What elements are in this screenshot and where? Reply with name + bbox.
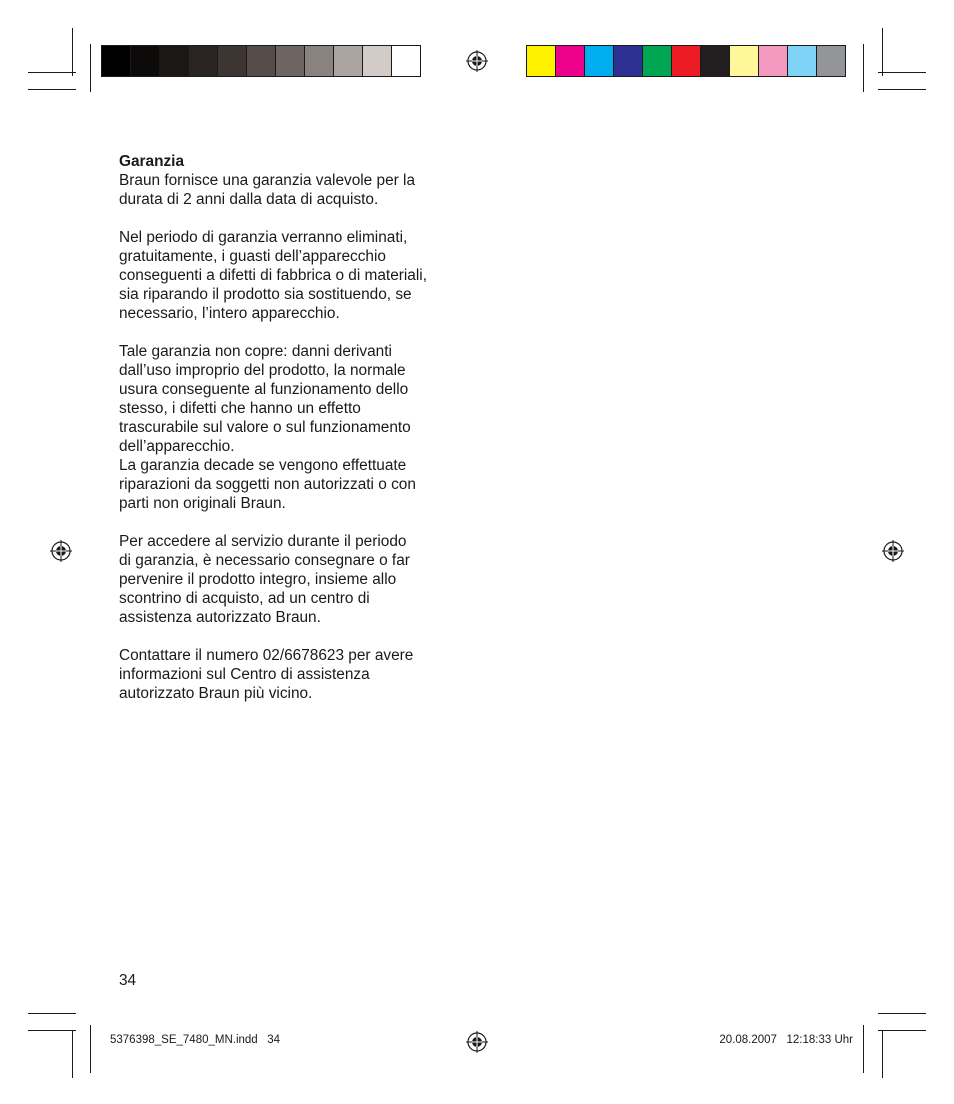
- page-number: 34: [119, 972, 137, 989]
- crop-mark-top-right-horizontal: [878, 72, 926, 73]
- registration-mark-bottom-icon: [466, 1031, 488, 1053]
- grayscale-swatch-11: [392, 46, 420, 76]
- grayscale-swatch-8: [305, 46, 334, 76]
- grayscale-swatch-5: [218, 46, 247, 76]
- process-swatch-9: [759, 46, 788, 76]
- warranty-section: [119, 152, 479, 703]
- paragraph-service-access: Per accedere al servizio durante il periodo di garanzia, è necessario consegnare o far pervenire il prodotto integro, insieme allo scontrino di acquisto, ad un centro di assistenza autorizzato Braun.: [119, 533, 410, 626]
- process-swatch-1: [527, 46, 556, 76]
- grayscale-swatch-3: [160, 46, 189, 76]
- registration-mark-left-icon: [50, 540, 72, 562]
- crop-mark-top-left-lower: [28, 89, 76, 90]
- process-swatch-3: [585, 46, 614, 76]
- process-color-bar: [526, 45, 846, 77]
- crop-mark-top-left-vertical: [72, 28, 73, 76]
- process-swatch-8: [730, 46, 759, 76]
- crop-mark-bottom-right-inner: [863, 1025, 864, 1073]
- crop-mark-bottom-left-horizontal: [28, 1030, 76, 1031]
- paragraph-contact: Contattare il numero 02/6678623 per avere informazioni sul Centro di assistenza autorizzato Braun più vicino.: [119, 647, 414, 702]
- crop-mark-bottom-left-upper: [28, 1013, 76, 1014]
- grayscale-swatch-2: [131, 46, 160, 76]
- crop-mark-bottom-left-vertical: [72, 1030, 73, 1078]
- grayscale-swatch-6: [247, 46, 276, 76]
- grayscale-color-bar: [101, 45, 421, 77]
- crop-mark-bottom-right-horizontal: [878, 1030, 926, 1031]
- crop-mark-top-right-lower: [878, 89, 926, 90]
- section-heading: Garanzia: [119, 153, 185, 170]
- crop-mark-top-right-vertical: [882, 28, 883, 76]
- crop-mark-top-left-inner: [90, 44, 91, 92]
- process-swatch-2: [556, 46, 585, 76]
- crop-mark-top-left-horizontal: [28, 72, 76, 73]
- crop-mark-bottom-right-upper: [878, 1013, 926, 1014]
- paragraph-validity: Braun fornisce una garanzia valevole per la durata di 2 anni dalla data di acquisto.: [119, 172, 416, 208]
- process-swatch-11: [817, 46, 845, 76]
- registration-mark-right-icon: [882, 540, 904, 562]
- crop-mark-bottom-right-vertical: [882, 1030, 883, 1078]
- slug-file-info: 5376398_SE_7480_MN.indd 34: [110, 1034, 281, 1046]
- process-swatch-5: [643, 46, 672, 76]
- grayscale-swatch-7: [276, 46, 305, 76]
- process-swatch-6: [672, 46, 701, 76]
- grayscale-swatch-9: [334, 46, 363, 76]
- paragraph-coverage: Nel periodo di garanzia verranno eliminati, gratuitamente, i guasti dell’apparecchio conseguenti a difetti di fabbrica o di materiali, sia riparando il prodotto sia sostituendo, se necessario, l’intero apparecchio.: [119, 229, 427, 322]
- process-swatch-7: [701, 46, 730, 76]
- registration-mark-top-icon: [466, 50, 488, 72]
- grayscale-swatch-4: [189, 46, 218, 76]
- paragraph-exclusions: Tale garanzia non copre: danni derivanti dall’uso improprio del prodotto, la normale usura conseguente al funzionamento dello stesso, i difetti che hanno un effetto trascurabile sul valore o sul funzionamento dell’apparecchio. La garanzia decade se vengono effettuate riparazioni da soggetti non autorizzati o con parti non originali Braun.: [119, 343, 416, 512]
- grayscale-swatch-10: [363, 46, 392, 76]
- crop-mark-bottom-left-inner: [90, 1025, 91, 1073]
- grayscale-swatch-1: [102, 46, 131, 76]
- process-swatch-10: [788, 46, 817, 76]
- slug-timestamp: 20.08.2007 12:18:33 Uhr: [719, 1034, 853, 1046]
- process-swatch-4: [614, 46, 643, 76]
- crop-mark-top-right-inner: [863, 44, 864, 92]
